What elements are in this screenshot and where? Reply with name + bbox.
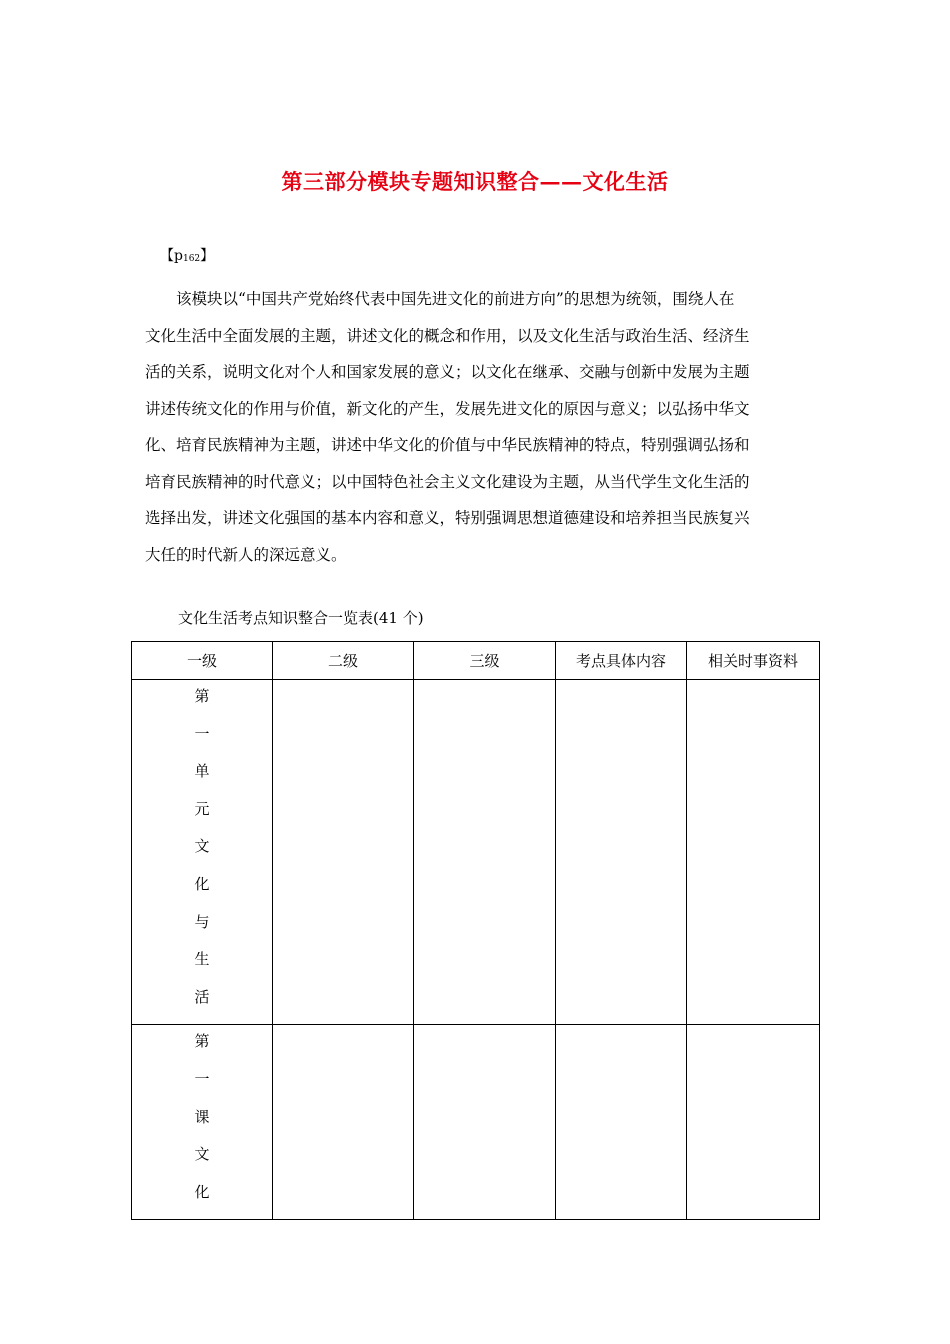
table-cell xyxy=(414,680,556,1025)
header-content: 考点具体内容 xyxy=(556,642,687,680)
table-caption: 文化生活考点知识整合一览表(41 个) xyxy=(178,609,424,627)
paragraph-line: 讲述传统文化的作用与价值，新文化的产生，发展先进文化的原因与意义；以弘扬中华文 xyxy=(145,399,750,418)
unit-char: 第 xyxy=(194,687,210,705)
unit-char: 单 xyxy=(194,762,210,781)
unit-char: 元 xyxy=(194,799,210,818)
page-ref-number: 162 xyxy=(182,254,201,264)
lesson-cell xyxy=(132,1025,273,1220)
table-header-row xyxy=(132,642,820,680)
table-cell xyxy=(687,680,820,1025)
lesson-char: 课 xyxy=(194,1107,210,1126)
page-ref-close: 】 xyxy=(200,248,215,264)
knowledge-table xyxy=(131,641,820,1220)
document-title: 第三部分模块专题知识整合——文化生活 xyxy=(281,169,669,194)
paragraph-line: 文化生活中全面发展的主题，讲述文化的概念和作用，以及文化生活与政治生活、经济生 xyxy=(145,326,750,345)
lesson-char: 第 xyxy=(194,1032,210,1051)
header-news: 相关时事资料 xyxy=(687,642,820,680)
table-cell xyxy=(687,1025,820,1220)
unit-char: 一 xyxy=(194,724,210,743)
unit-cell xyxy=(132,680,273,1025)
lesson-char: 化 xyxy=(194,1182,210,1201)
table-cell xyxy=(273,1025,414,1220)
unit-vertical-label xyxy=(132,680,272,1024)
paragraph-line: 选择出发，讲述文化强国的基本内容和意义，特别强调思想道德建设和培养担当民族复兴 xyxy=(145,509,750,527)
paragraph-line: 化、培育民族精神为主题，讲述中华文化的价值与中华民族精神的特点，特别强调弘扬和 xyxy=(145,436,750,454)
table-cell xyxy=(273,680,414,1025)
unit-char: 化 xyxy=(194,874,210,893)
paragraph-line: 该模块以“中国共产党始终代表中国先进文化的前进方向”的思想为统领，围绕人在 xyxy=(176,290,735,308)
intro-paragraph xyxy=(145,281,807,573)
table-cell xyxy=(556,1025,687,1220)
lesson-vertical-label xyxy=(132,1025,272,1219)
table-cell xyxy=(414,1025,556,1220)
page-reference xyxy=(160,245,214,265)
page-ref-open: 【p xyxy=(160,248,183,264)
lesson-char: 文 xyxy=(194,1145,210,1164)
paragraph-line: 大任的时代新人的深远意义。 xyxy=(145,545,347,564)
paragraph-line: 活的关系，说明文化对个人和国家发展的意义；以文化在继承、交融与创新中发展为主题 xyxy=(145,363,750,381)
unit-char: 与 xyxy=(194,912,210,931)
header-level2: 二级 xyxy=(273,642,414,680)
header-level3: 三级 xyxy=(414,642,556,680)
paragraph-line: 培育民族精神的时代意义；以中国特色社会主义文化建设为主题，从当代学生文化生活的 xyxy=(145,472,750,491)
header-level1: 一级 xyxy=(132,642,273,680)
unit-char: 文 xyxy=(194,837,210,856)
table-row xyxy=(132,680,820,1025)
table-row xyxy=(132,1025,820,1220)
unit-char: 活 xyxy=(194,987,210,1006)
unit-char: 生 xyxy=(194,950,210,969)
table-cell xyxy=(556,680,687,1025)
lesson-char: 一 xyxy=(194,1069,210,1088)
